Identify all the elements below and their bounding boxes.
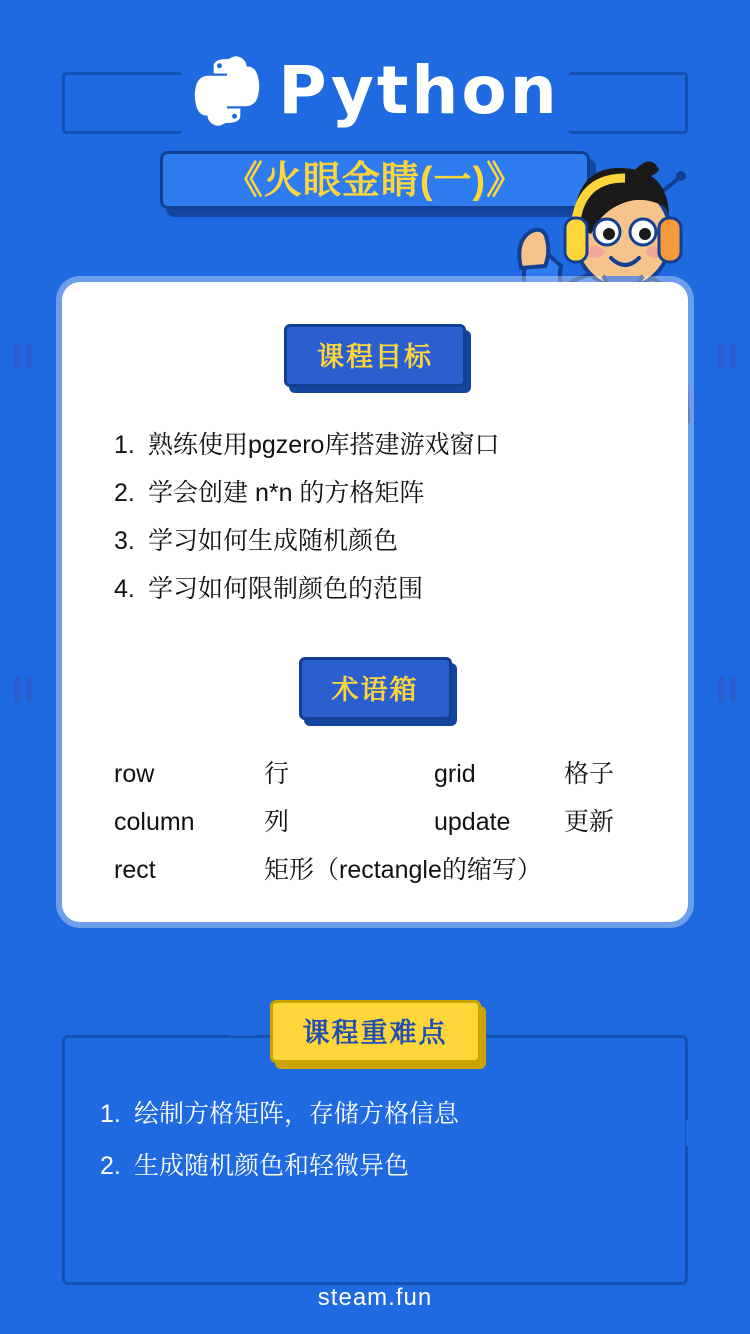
list-item-number: 2. [100, 1152, 121, 1180]
ribbon-tick-left [14, 676, 32, 702]
list-item-text: 学习如何限制颜色的范围 [148, 575, 424, 603]
list-item-text: 绘制方格矩阵，存储方格信息 [134, 1100, 460, 1128]
key-points-label: 课程重难点 [270, 1000, 481, 1063]
list-item [114, 565, 688, 613]
term-en: rect [114, 856, 156, 884]
key-points-ribbon [0, 1000, 750, 1063]
course-goals-ribbon [62, 324, 688, 387]
python-logo-icon [190, 54, 264, 128]
page-title: Python [278, 52, 560, 129]
key-points-list [100, 1088, 459, 1192]
footer-text: steam.fun [317, 1284, 433, 1311]
list-item-number: 1. [114, 431, 135, 459]
list-item [100, 1088, 459, 1140]
ribbon-tick-right [718, 676, 736, 702]
list-item [114, 517, 688, 565]
table-row [114, 846, 688, 894]
key-points-section [0, 1000, 750, 1063]
list-item-number: 4. [114, 575, 135, 603]
course-goals-label: 课程目标 [284, 324, 466, 387]
glossary-ribbon [62, 657, 688, 720]
list-item [100, 1140, 459, 1192]
term-en: column [114, 808, 195, 836]
logo-row [0, 52, 750, 129]
subtitle-text: 《火眼金睛(一)》 [160, 151, 590, 209]
term-en-2: grid [434, 760, 476, 788]
table-row [114, 798, 688, 846]
decorative-notch [686, 1120, 689, 1146]
list-item-number: 2. [114, 479, 135, 507]
ribbon-tick-left [14, 343, 32, 369]
term-cn-2: 格子 [564, 760, 615, 788]
list-item-text: 学会创建 n*n 的方格矩阵 [148, 479, 425, 507]
list-item-text: 熟练使用pgzero库搭建游戏窗口 [148, 431, 500, 459]
list-item [114, 469, 688, 517]
course-goals-list [114, 421, 688, 613]
glossary-table [114, 750, 688, 894]
content-card [62, 282, 688, 922]
term-cn-2: 更新 [564, 808, 615, 836]
table-row [114, 750, 688, 798]
list-item-text: 学习如何生成随机颜色 [148, 527, 399, 555]
term-en-2: update [434, 808, 511, 836]
list-item-number: 1. [100, 1100, 121, 1128]
term-cn: 矩形（rectangle的缩写） [264, 856, 542, 884]
term-en: row [114, 760, 155, 788]
glossary-label: 术语箱 [299, 657, 452, 720]
list-item [114, 421, 688, 469]
term-cn: 列 [264, 808, 290, 836]
ribbon-tick-right [718, 343, 736, 369]
list-item-text: 生成随机颜色和轻微异色 [134, 1152, 410, 1180]
list-item-number: 3. [114, 527, 135, 555]
term-cn: 行 [264, 760, 290, 788]
